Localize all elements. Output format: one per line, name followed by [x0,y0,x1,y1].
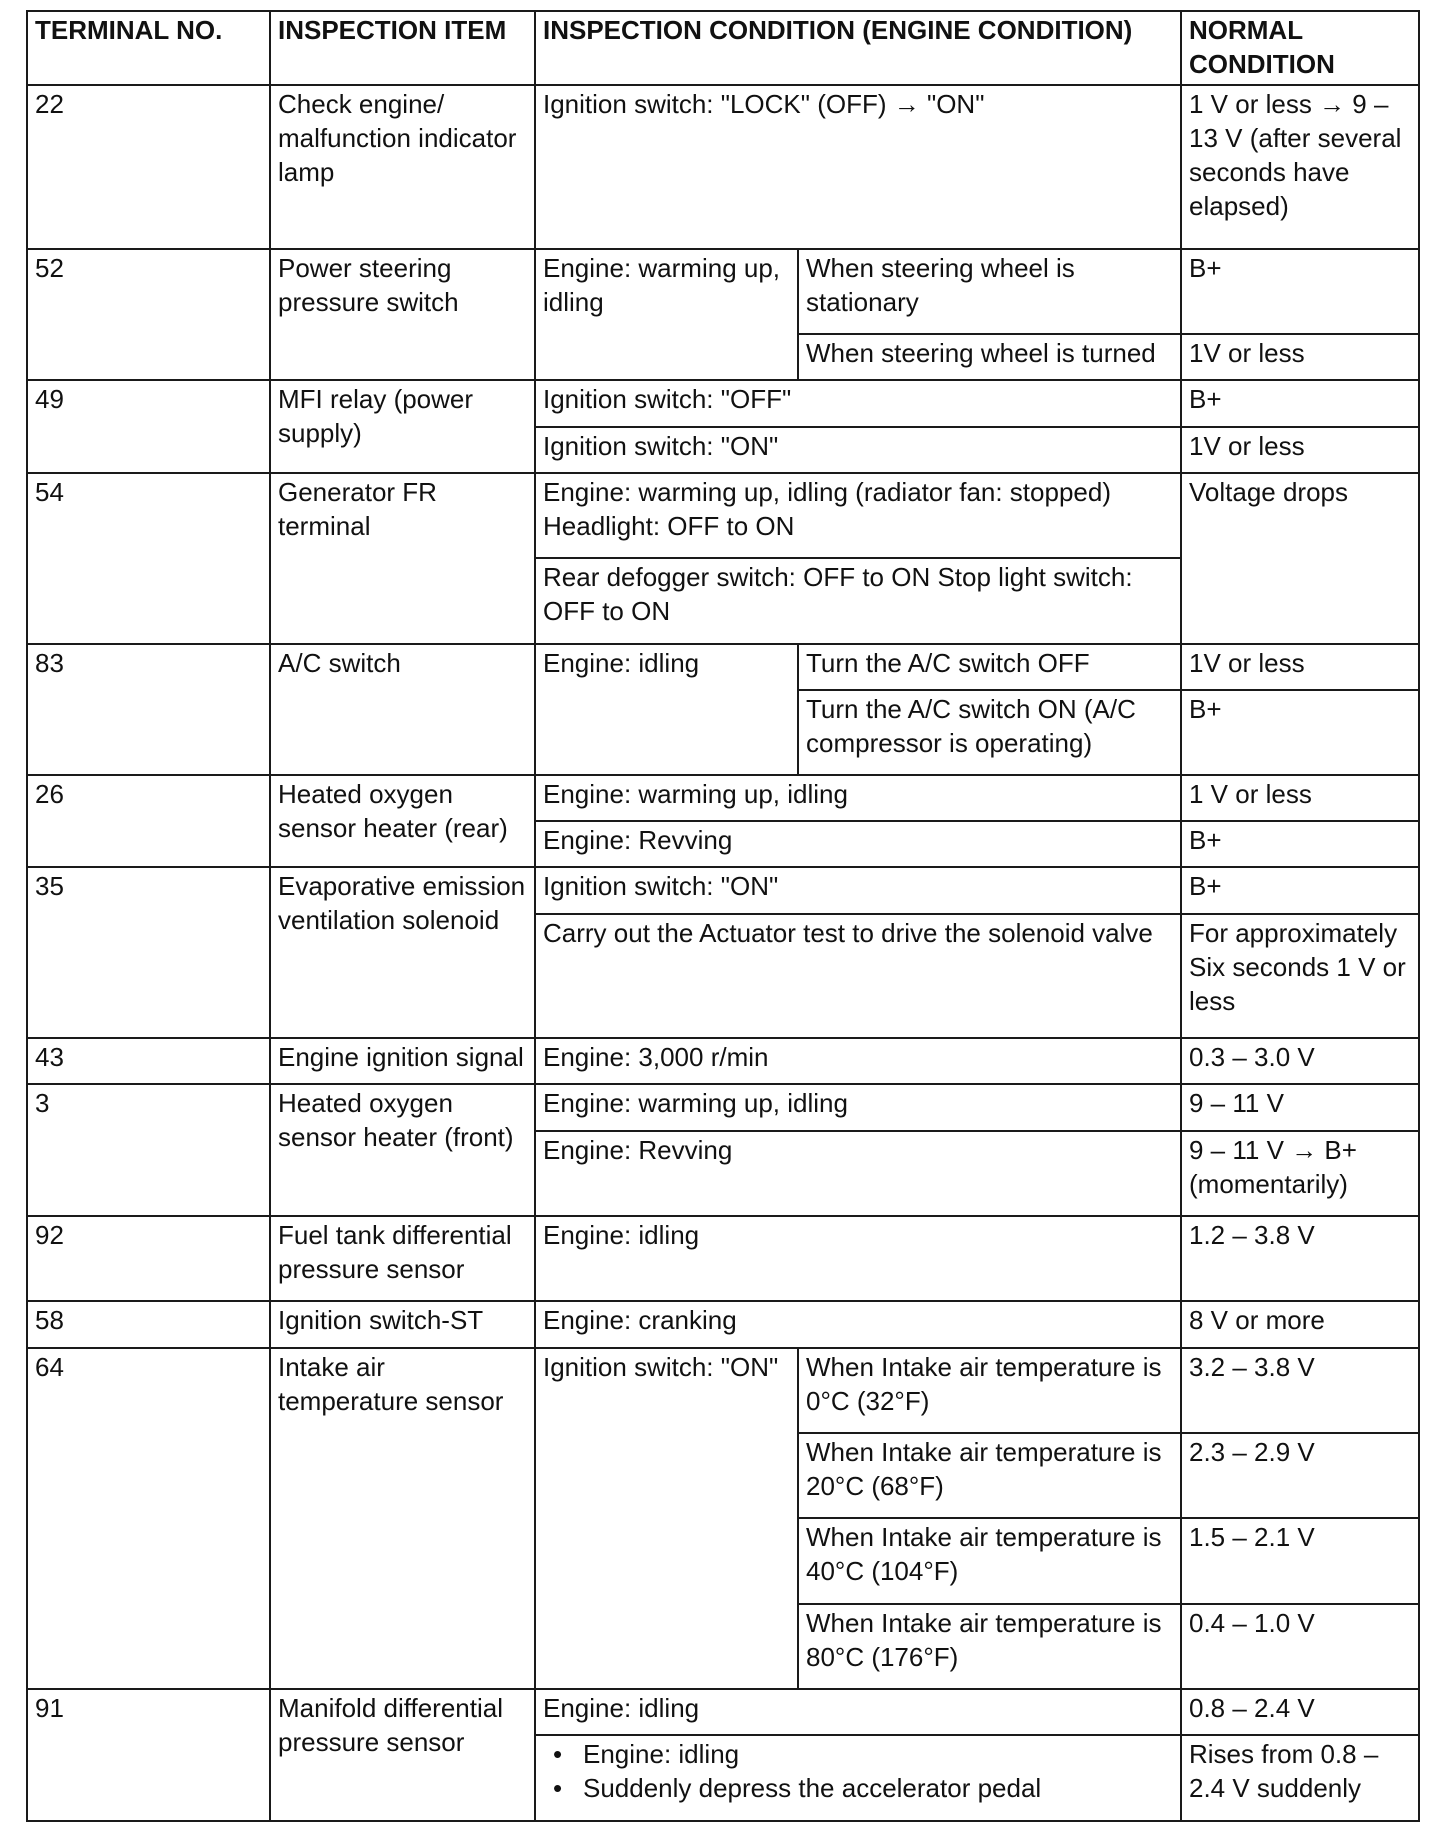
normal-condition: 9 – 11 V → B+ (momentarily) [1181,1131,1419,1216]
normal-condition: B+ [1181,380,1419,426]
normal-condition: 1 V or less → 9 – 13 V (after several seconds have elapsed) [1181,85,1419,249]
normal-condition: 1.2 – 3.8 V [1181,1216,1419,1301]
normal-condition: 0.3 – 3.0 V [1181,1038,1419,1084]
inspection-item: Heated oxygen sensor heater (rear) [270,775,535,867]
normal-condition: B+ [1181,249,1419,334]
table-row [27,1301,1419,1347]
terminal-no: 91 [27,1689,270,1821]
terminal-no: 54 [27,473,270,644]
terminal-no: 64 [27,1348,270,1690]
inspection-item: Check engine/ malfunction indicator lamp [270,85,535,249]
header-inspection-condition: INSPECTION CONDITION (ENGINE CONDITION) [535,11,1181,85]
inspection-sub-condition: When steering wheel is stationary [798,249,1181,334]
table-row [27,644,1419,690]
inspection-condition: Engine: idling [535,644,798,776]
header-row [27,11,1419,85]
normal-condition: B+ [1181,867,1419,913]
terminal-no: 26 [27,775,270,867]
inspection-item: Generator FR terminal [270,473,535,644]
inspection-table [26,10,1420,1822]
inspection-condition: Engine: warming up, idling [535,775,1181,821]
inspection-sub-condition: When Intake air temperature is 0°C (32°F) [798,1348,1181,1433]
inspection-condition: Ignition switch: "LOCK" (OFF) → "ON" [535,85,1181,249]
table-row [27,867,1419,913]
table-row [27,249,1419,334]
inspection-sub-condition: When steering wheel is turned [798,334,1181,380]
terminal-no: 58 [27,1301,270,1347]
inspection-sub-condition: Turn the A/C switch OFF [798,644,1181,690]
inspection-condition: Carry out the Actuator test to drive the solenoid valve [535,914,1181,1039]
inspection-condition: Ignition switch: "ON" [535,427,1181,473]
inspection-item: Heated oxygen sensor heater (front) [270,1084,535,1216]
terminal-no: 22 [27,85,270,249]
inspection-sub-condition: When Intake air temperature is 80°C (176°F) [798,1604,1181,1689]
inspection-item: A/C switch [270,644,535,776]
normal-condition: 0.8 – 2.4 V [1181,1689,1419,1735]
table-row [27,775,1419,821]
normal-condition: 1.5 – 2.1 V [1181,1518,1419,1603]
terminal-no: 52 [27,249,270,381]
normal-condition: B+ [1181,690,1419,775]
inspection-condition: Engine: warming up, idling [535,1084,1181,1130]
normal-condition: 1 V or less [1181,775,1419,821]
normal-condition: B+ [1181,821,1419,867]
header-inspection-item: INSPECTION ITEM [270,11,535,85]
table-row [27,1216,1419,1301]
table-row [27,1038,1419,1084]
inspection-item: Power steering pressure switch [270,249,535,381]
inspection-condition: Engine: warming up, idling [535,249,798,381]
inspection-item: Ignition switch-ST [270,1301,535,1347]
table-row [27,1348,1419,1433]
inspection-sub-condition: When Intake air temperature is 20°C (68°F) [798,1433,1181,1518]
normal-condition: Voltage drops [1181,473,1419,644]
inspection-sub-condition: When Intake air temperature is 40°C (104°F) [798,1518,1181,1603]
terminal-no: 83 [27,644,270,776]
inspection-item: MFI relay (power supply) [270,380,535,472]
terminal-no: 35 [27,867,270,1038]
normal-condition: 9 – 11 V [1181,1084,1419,1130]
inspection-condition: Engine: warming up, idling (radiator fan: stopped) Headlight: OFF to ON [535,473,1181,558]
normal-condition: 1V or less [1181,334,1419,380]
table-row [27,1084,1419,1130]
inspection-item: Manifold differential pressure sensor [270,1689,535,1821]
condition-bullet: • Suddenly depress the accelerator pedal [543,1771,1175,1805]
header-normal-condition: NORMAL CONDITION [1181,11,1419,85]
table-row [27,1689,1419,1735]
normal-condition: 2.3 – 2.9 V [1181,1433,1419,1518]
inspection-item: Intake air temperature sensor [270,1348,535,1690]
inspection-condition: Ignition switch: "ON" [535,1348,798,1690]
terminal-no: 43 [27,1038,270,1084]
inspection-item: Engine ignition signal [270,1038,535,1084]
inspection-condition: Ignition switch: "ON" [535,867,1181,913]
table-row [27,85,1419,249]
normal-condition: 0.4 – 1.0 V [1181,1604,1419,1689]
normal-condition: For approximately Six seconds 1 V or less [1181,914,1419,1039]
inspection-condition: Engine: 3,000 r/min [535,1038,1181,1084]
normal-condition: 3.2 – 3.8 V [1181,1348,1419,1433]
inspection-condition: Engine: cranking [535,1301,1181,1347]
inspection-item: Fuel tank differential pressure sensor [270,1216,535,1301]
inspection-item: Evaporative emission ventilation solenoid [270,867,535,1038]
inspection-sub-condition: Turn the A/C switch ON (A/C compressor is operating) [798,690,1181,775]
inspection-condition [535,1735,1181,1821]
normal-condition: Rises from 0.8 – 2.4 V suddenly [1181,1735,1419,1821]
inspection-condition: Engine: idling [535,1216,1181,1301]
terminal-no: 3 [27,1084,270,1216]
table-row [27,473,1419,558]
condition-bullet: • Engine: idling [543,1737,1175,1771]
inspection-condition: Engine: Revving [535,821,1181,867]
normal-condition: 1V or less [1181,644,1419,690]
terminal-no: 92 [27,1216,270,1301]
inspection-condition: Engine: Revving [535,1131,1181,1216]
condition-bullet-list [543,1737,1175,1805]
table-row [27,380,1419,426]
normal-condition: 1V or less [1181,427,1419,473]
header-terminal: TERMINAL NO. [27,11,270,85]
terminal-no: 49 [27,380,270,472]
inspection-condition: Rear defogger switch: OFF to ON Stop light switch: OFF to ON [535,558,1181,643]
inspection-condition: Ignition switch: "OFF" [535,380,1181,426]
inspection-condition: Engine: idling [535,1689,1181,1735]
normal-condition: 8 V or more [1181,1301,1419,1347]
